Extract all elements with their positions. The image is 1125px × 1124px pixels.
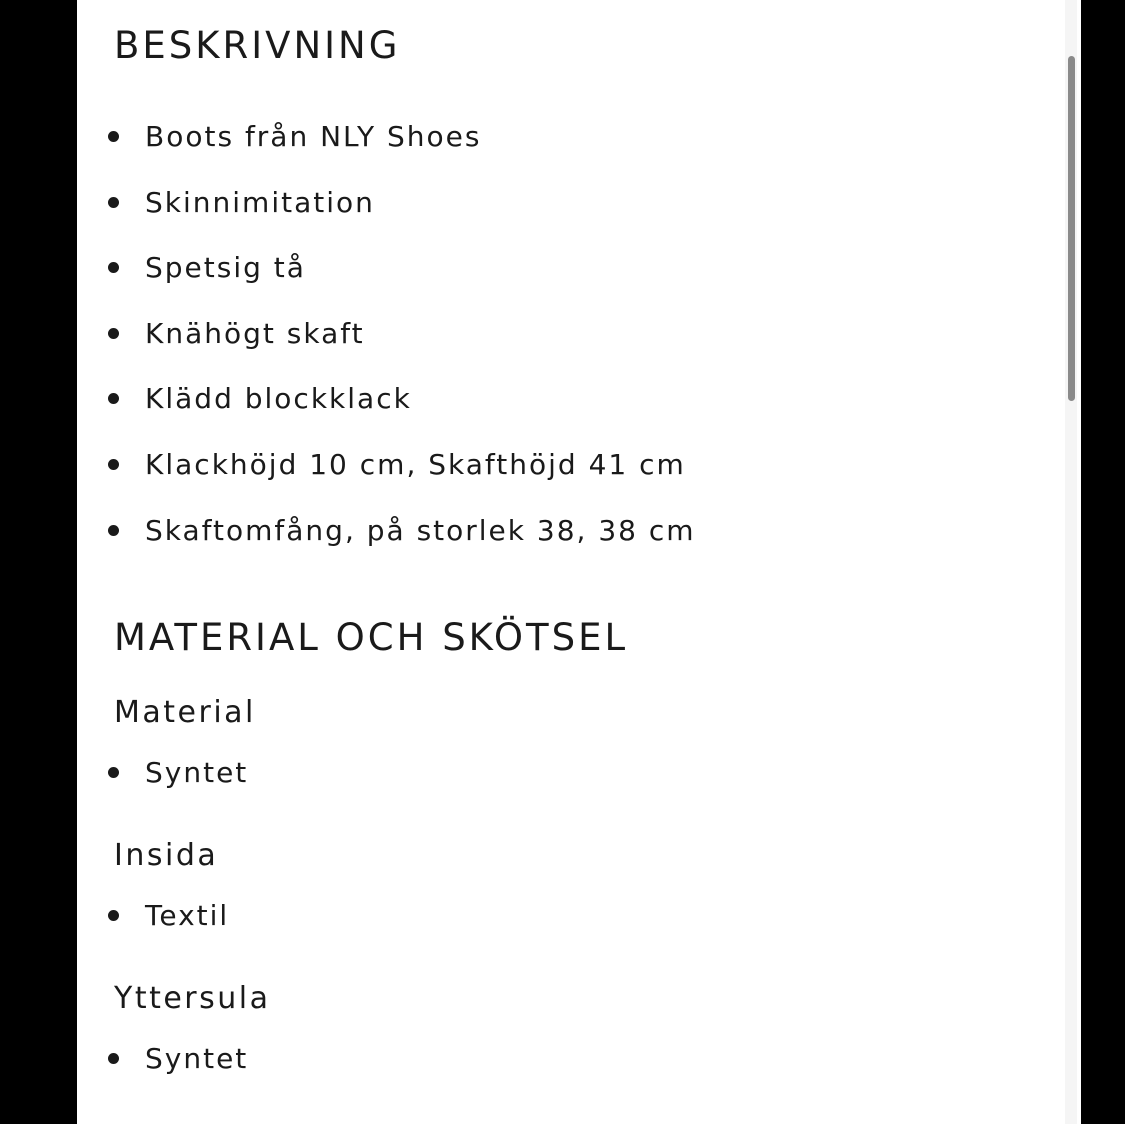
list-item [77,898,977,938]
list-item-text: Syntet [145,756,249,789]
bullet-icon [108,910,119,921]
bullet-icon [108,262,119,273]
list-item-text: Knähögt skaft [145,316,365,350]
bullet-icon [108,328,119,339]
list-item [77,119,977,185]
list-item [77,1041,977,1081]
bullet-icon [108,525,119,536]
list-item-text: Spetsig tå [145,251,306,285]
list-item-text: Syntet [145,1042,249,1075]
list-item [77,316,977,382]
list-item-text: Boots från NLY Shoes [145,120,482,153]
outsole-subheading: Yttersula [114,981,271,1016]
list-item-text: Klackhöjd 10 cm, Skafthöjd 41 cm [145,447,686,481]
lining-subheading: Insida [114,838,219,873]
bullet-icon [108,131,119,142]
product-details-panel [77,0,1081,1124]
list-item-text: Skaftomfång, på storlek 38, 38 cm [145,513,696,547]
bullet-icon [108,393,119,404]
list-item [77,185,977,251]
list-item [77,513,977,579]
bullet-icon [108,197,119,208]
list-item [77,447,977,513]
list-item-text: Klädd blockklack [145,382,412,416]
scrollbar[interactable] [1065,0,1077,1124]
material-care-heading: MATERIAL OCH SKÖTSEL [114,616,629,659]
scrollbar-thumb[interactable] [1068,56,1075,401]
bullet-icon [108,1053,119,1064]
list-item [77,381,977,447]
list-item-text: Skinnimitation [145,185,375,219]
bullet-icon [108,767,119,778]
material-subheading: Material [114,695,256,730]
list-item [77,250,977,316]
description-heading: BESKRIVNING [114,24,401,67]
bullet-icon [108,459,119,470]
list-item [77,755,977,795]
description-list [77,119,977,578]
list-item-text: Textil [145,899,230,932]
